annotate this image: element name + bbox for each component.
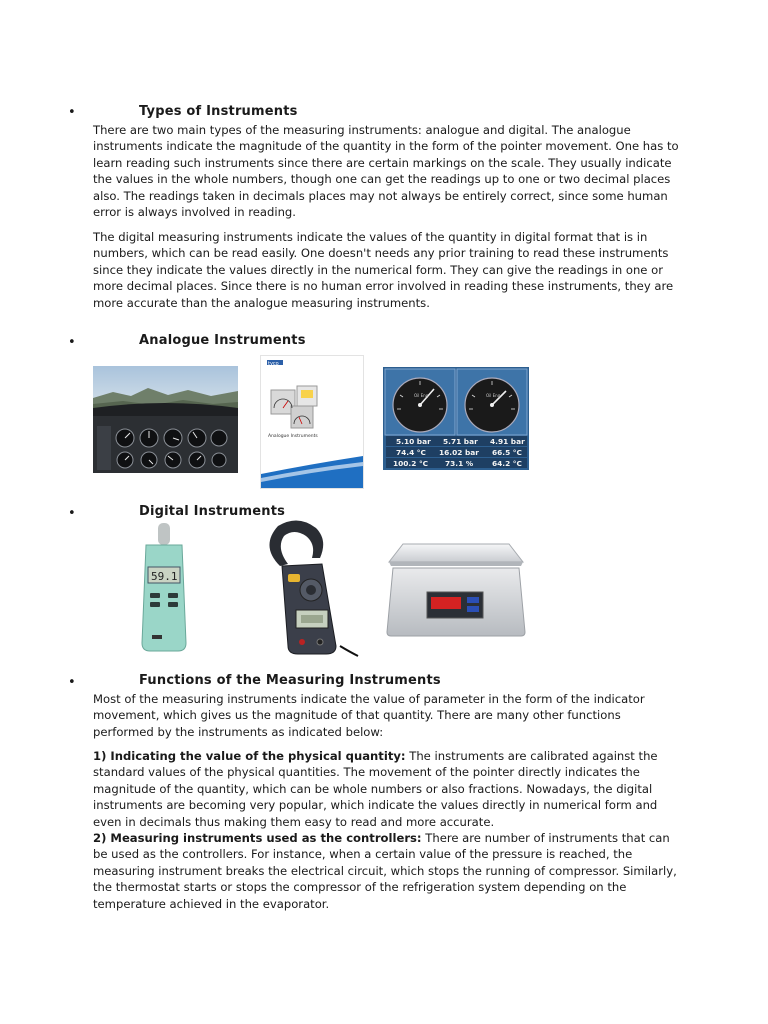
cockpit-instrument-panel-image [93, 366, 238, 473]
gauge-reading: 64.2 °C [492, 459, 522, 468]
gauge-reading: 4.91 bar [490, 437, 525, 446]
clamp-meter-image [258, 518, 360, 658]
bullet: • [68, 105, 76, 120]
analogue-instruments-catalog-image [260, 355, 364, 489]
gauge-reading: 100.2 °C [393, 459, 429, 468]
sound-level-meter-image [138, 523, 190, 653]
catalog-brand-logo: tyco [268, 361, 279, 367]
catalog-title: Analogue Instruments [268, 434, 318, 439]
gauge-reading: 5.10 bar [396, 437, 431, 446]
paragraph-functions-intro: Most of the measuring instruments indicate the value of parameter in the form of the indicator movement, which gives us the magnitude of that quantity. There are many other functions performed by the instruments as indicated below: [93, 692, 645, 739]
function-item-1-title: 1) Indicating the value of the physical quantity: [93, 749, 406, 763]
gauge-reading: 16.02 bar [439, 448, 479, 457]
bullet: • [68, 335, 76, 350]
gauge-reading: 5.71 bar [443, 437, 478, 446]
paragraph-types-2: The digital measuring instruments indicate the values of the quantity in digital format that is in numbers, which can be read easily. One doesn't needs any prior training to read these instruments since they indicate the values directly in the numerical form. They can give the readings in one or more decimal places. Since there is no human error involved in reading these instruments, they are more accurate than the analogue measuring instruments. [93, 230, 674, 310]
function-item-1-text: The instruments are calibrated against the standard values of the physical quantities. The movement of the pointer directly indicates the magnitude of the quantity, which can be whole numbers or also fractions. Nowadays, the digital instruments are becoming very popular, which indicate the values directly in numerical form and even in decimals thus making them easy to read and more accurate. [93, 749, 658, 829]
bullet: • [68, 506, 76, 521]
function-item-2-text: There are number of instruments that can be used as the controllers. For instance, when a certain value of the pressure is reached, the measuring instrument breaks the electrical circuit, which stops the running of compressor. Similarly, the thermostat starts or stops the compressor of the refrigeration system depending on the temperature achieved in the evaporator. [93, 831, 677, 911]
heading-digital-instruments: Digital Instruments [139, 504, 286, 519]
gauge-label-left: Oil Eng [414, 393, 429, 398]
heading-functions-of-measuring-instruments: Functions of the Measuring Instruments [139, 673, 441, 688]
paragraph-function-item-2 [93, 830, 683, 912]
heading-types-of-instruments: Types of Instruments [139, 104, 298, 119]
meter-display-reading: 59.1 [151, 570, 178, 583]
heading-analogue-instruments: Analogue Instruments [139, 333, 306, 348]
dual-gauge-panel-image [383, 367, 529, 470]
paragraph-types-1: There are two main types of the measuring instruments: analogue and digital. The analogue instruments indicate the magnitude of the quantity in the form of the pointer movement. One has to learn reading such instruments since there are certain markings on the scale. They usually indicate the values in the whole numbers, though one can get the readings up to one or two decimal places also. The readings taken in decimals places may not always be entirely correct, since some human error is always involved in reading. [93, 123, 679, 220]
digital-scale-image [383, 540, 529, 638]
function-item-2-title: 2) Measuring instruments used as the controllers: [93, 831, 422, 845]
gauge-label-right: Oil Eng [486, 393, 501, 398]
paragraph-function-item-1 [93, 748, 683, 830]
gauge-reading: 74.4 °C [396, 448, 426, 457]
bullet: • [68, 675, 76, 690]
gauge-reading: 66.5 °C [492, 448, 522, 457]
gauge-reading: 73.1 % [445, 459, 474, 468]
